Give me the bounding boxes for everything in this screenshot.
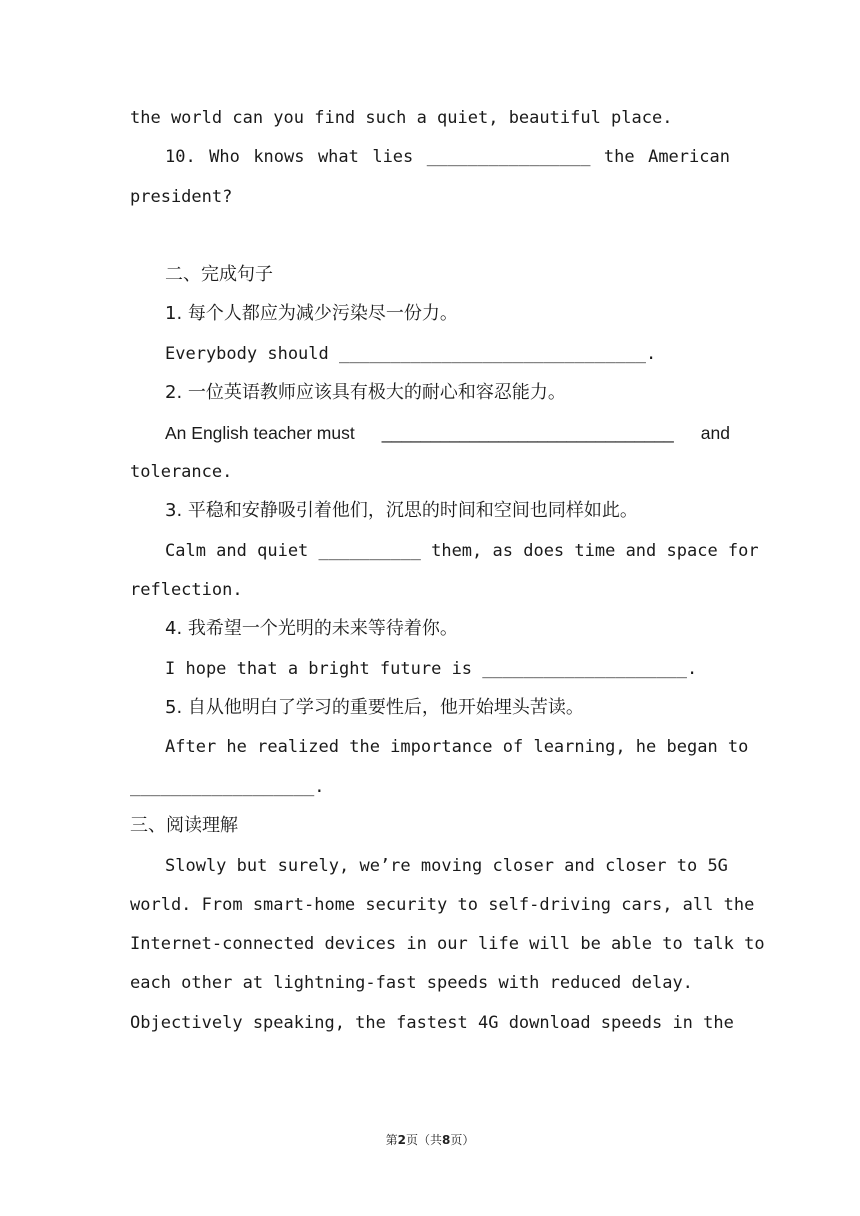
sentence-2-continuation: tolerance. [130,462,233,482]
q10-word: the [603,147,635,167]
sentence-4-english: I hope that a bright future is ____________________. [165,659,698,679]
sentence-1-chinese: 1. 每个人都应为减少污染尽一份力。 [165,303,458,324]
page-footer [0,1131,860,1148]
sentence-5-english: After he realized the importance of learning, he began to [165,737,749,757]
footer-text: 页） [450,1133,475,1147]
section-2-heading: 二、完成句子 [165,264,273,285]
section-3-heading: 三、阅读理解 [130,815,238,836]
s2-text: An English teacher must [165,423,355,443]
sentence-3-chinese: 3. 平稳和安静吸引着他们，沉思的时间和空间也同样如此。 [165,500,638,521]
sentence-5-chinese: 5. 自从他明白了学习的重要性后，他开始埋头苦读。 [165,697,584,718]
q10-word: what [317,147,359,167]
sentence-3-continuation: reflection. [130,580,243,600]
q10-word: knows [253,147,305,167]
sentence-2-english [165,422,730,444]
sentence-3-english: Calm and quiet __________ them, as does time and space for [165,541,759,561]
sentence-1-english: Everybody should ______________________________. [165,344,657,364]
passage-line: Slowly but surely, we’re moving closer and closer to 5G [165,856,728,876]
q10-blank: ________________ [426,147,591,167]
question-9-continuation: the world can you find such a quiet, beautiful place. [130,108,673,128]
q10-word: American [648,147,730,167]
question-10-continuation: president? [130,187,233,207]
q10-word: Who [209,147,240,167]
passage-line: Internet-connected devices in our life will be able to talk to [130,934,765,954]
passage-line: each other at lightning-fast speeds with reduced delay. [130,973,693,993]
page-total: 8 [442,1133,451,1147]
q10-number: 10. [165,147,196,167]
sentence-4-chinese: 4. 我希望一个光明的未来等待着你。 [165,618,458,639]
footer-text: 第 [385,1133,398,1147]
passage-line: world. From smart-home security to self-driving cars, all the [130,895,755,915]
footer-text: 页（共 [405,1133,442,1147]
page-number: 2 [397,1133,406,1147]
s2-text: and [700,423,730,443]
sentence-5-continuation: __________________. [130,777,325,797]
sentence-2-chinese: 2. 一位英语教师应该具有极大的耐心和容忍能力。 [165,382,566,403]
question-10 [165,146,730,168]
passage-line: Objectively speaking, the fastest 4G download speeds in the [130,1013,734,1033]
s2-blank: ______________________________ [381,423,674,443]
q10-word: lies [372,147,414,167]
